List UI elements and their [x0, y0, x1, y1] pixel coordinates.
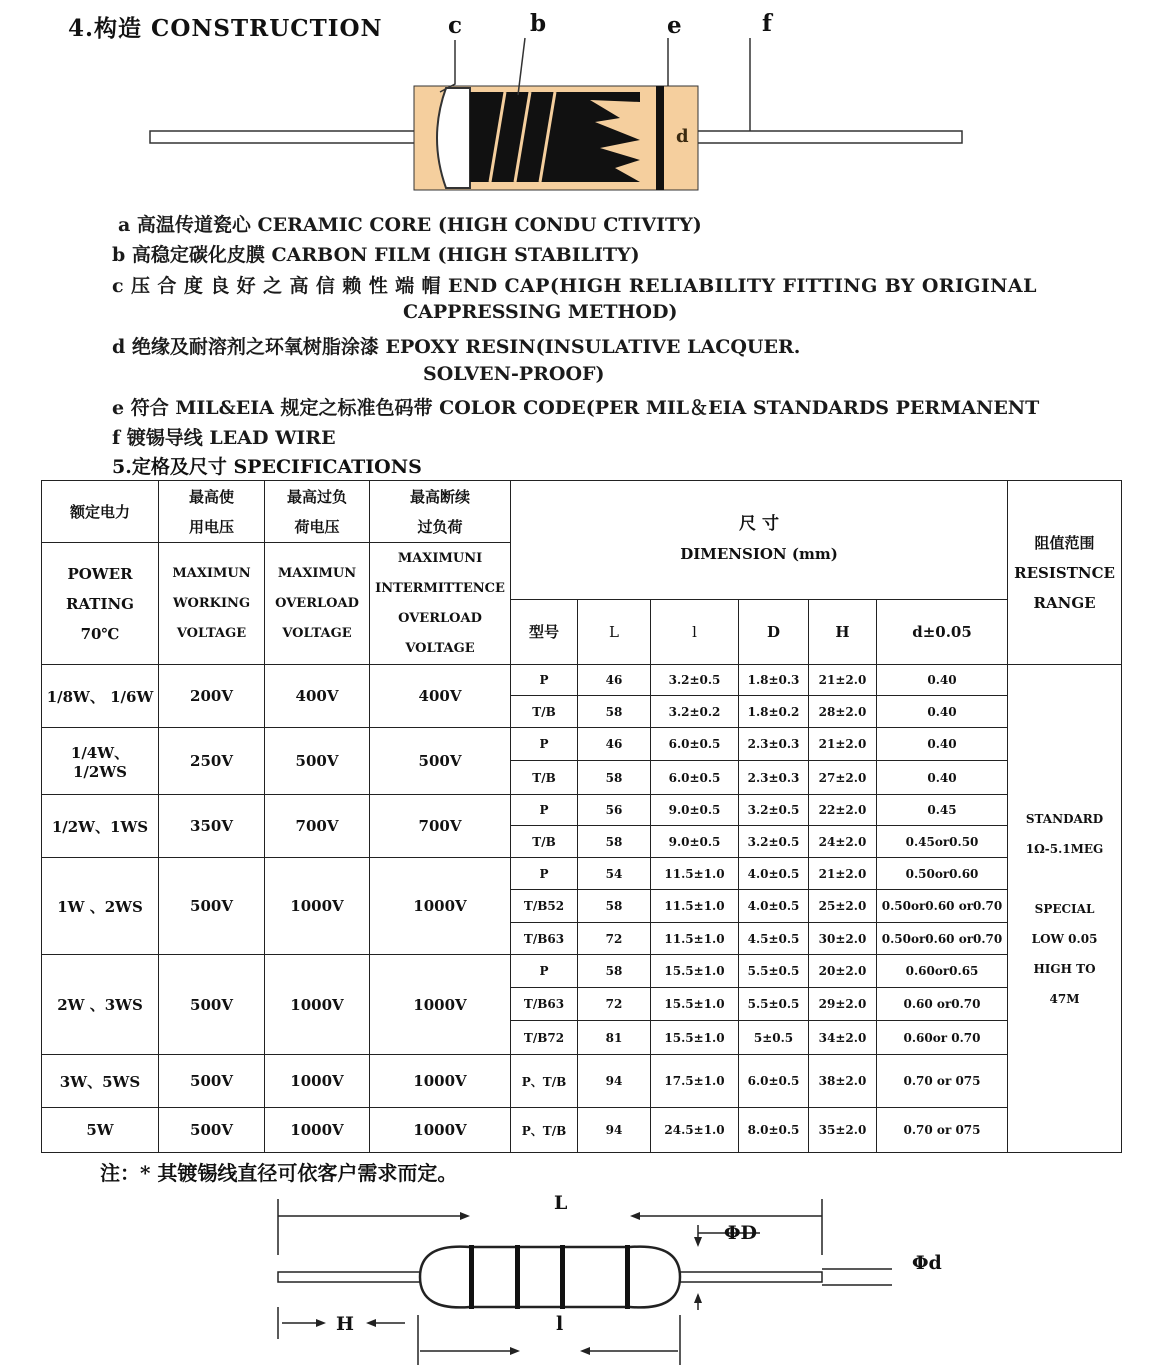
cell-dim-5: 0.60 or0.70 [877, 988, 1008, 1021]
cell-dim-3: 5.5±0.5 [739, 955, 809, 988]
cell-dim-3: 8.0±0.5 [739, 1108, 809, 1153]
cell-power: 5W [42, 1108, 159, 1153]
header-power-en: POWER RATING 70℃ [42, 543, 159, 665]
header-d: d±0.05 [877, 600, 1008, 665]
label-e: e [667, 12, 682, 39]
cell-dim-0: P、T/B [511, 1055, 578, 1108]
cell-dim-1: 58 [578, 696, 651, 728]
cell-dim-2: 9.0±0.5 [651, 826, 739, 858]
table-row [42, 728, 1122, 761]
cell-intermit: 500V [370, 728, 511, 795]
desc-f: f 镀锡导线 LEAD WIRE [112, 427, 336, 449]
header-intermit-en: MAXIMUNI INTERMITTENCE OVERLOAD VOLTAGE [370, 543, 511, 665]
cell-dim-5: 0.70 or 075 [877, 1108, 1008, 1153]
cell-dim-1: 94 [578, 1055, 651, 1108]
cell-dim-4: 24±2.0 [809, 826, 877, 858]
cell-dim-4: 28±2.0 [809, 696, 877, 728]
desc-b: b 高稳定碳化皮膜 CARBON FILM (HIGH STABILITY) [112, 244, 640, 266]
header-dimension: 尺 寸 DIMENSION (mm) [511, 481, 1008, 600]
table-row [42, 858, 1122, 890]
cell-dim-1: 81 [578, 1021, 651, 1055]
table-row [42, 665, 1122, 696]
section-5-title: 5.定格及尺寸 SPECIFICATIONS [112, 456, 422, 478]
desc-d: d 绝缘及耐溶剂之环氧树脂涂漆 EPOXY RESIN(INSULATIVE LACQUER. [112, 336, 801, 358]
label-c: c [448, 12, 463, 39]
cell-dim-0: T/B [511, 696, 578, 728]
construction-diagram [0, 0, 1152, 200]
cell-dim-4: 30±2.0 [809, 923, 877, 955]
cell-dim-0: T/B52 [511, 890, 578, 923]
cell-dim-2: 11.5±1.0 [651, 890, 739, 923]
cell-dim-0: P [511, 955, 578, 988]
header-intermit-cn: 最高断续 过负荷 [370, 481, 511, 543]
cell-overload: 1000V [265, 1055, 370, 1108]
header-type: 型号 [511, 600, 578, 665]
cell-dim-0: T/B [511, 826, 578, 858]
cell-dim-5: 0.50or0.60 [877, 858, 1008, 890]
cell-resistance-range: STANDARD 1Ω-5.1MEG SPECIAL LOW 0.05 HIGH TO 47M [1008, 665, 1122, 1153]
cell-dim-4: 29±2.0 [809, 988, 877, 1021]
cell-dim-0: T/B [511, 761, 578, 795]
cell-dim-1: 58 [578, 890, 651, 923]
cell-dim-1: 72 [578, 923, 651, 955]
cell-dim-3: 5.5±0.5 [739, 988, 809, 1021]
cell-dim-1: 56 [578, 795, 651, 826]
cell-dim-4: 21±2.0 [809, 728, 877, 761]
cell-dim-1: 46 [578, 728, 651, 761]
cell-dim-3: 4.0±0.5 [739, 858, 809, 890]
cell-dim-1: 58 [578, 761, 651, 795]
cell-dim-1: 46 [578, 665, 651, 696]
footnote: 注：* 其镀锡线直径可依客户需求而定。 [100, 1161, 458, 1185]
cell-dim-3: 1.8±0.3 [739, 665, 809, 696]
cell-overload: 400V [265, 665, 370, 728]
cell-dim-1: 54 [578, 858, 651, 890]
cell-overload: 1000V [265, 955, 370, 1055]
cell-working: 500V [159, 1108, 265, 1153]
cell-dim-0: P [511, 795, 578, 826]
label-d: d [676, 126, 689, 147]
cell-dim-0: P、T/B [511, 1108, 578, 1153]
header-overload-cn: 最高过负 荷电压 [265, 481, 370, 543]
cell-working: 250V [159, 728, 265, 795]
desc-d-cont: SOLVEN-PROOF) [423, 363, 605, 385]
cell-working: 350V [159, 795, 265, 858]
table-row [42, 1108, 1122, 1153]
desc-a: a 高温传道瓷心 CERAMIC CORE (HIGH CONDU CTIVITY) [118, 214, 702, 236]
cell-dim-1: 58 [578, 955, 651, 988]
resistor-body [420, 1247, 680, 1308]
dim-label-d: Φd [912, 1252, 942, 1274]
cell-dim-2: 9.0±0.5 [651, 795, 739, 826]
cell-dim-2: 11.5±1.0 [651, 923, 739, 955]
cell-dim-5: 0.40 [877, 728, 1008, 761]
cell-power: 1/4W、 1/2WS [42, 728, 159, 795]
cell-intermit: 1000V [370, 1055, 511, 1108]
cell-dim-1: 58 [578, 826, 651, 858]
cell-dim-2: 6.0±0.5 [651, 761, 739, 795]
header-l: l [651, 600, 739, 665]
cell-intermit: 700V [370, 795, 511, 858]
cell-dim-2: 6.0±0.5 [651, 728, 739, 761]
header-H: H [809, 600, 877, 665]
cell-overload: 1000V [265, 1108, 370, 1153]
left-lead [278, 1272, 423, 1282]
cell-dim-2: 11.5±1.0 [651, 858, 739, 890]
label-f: f [762, 10, 772, 37]
cell-dim-5: 0.40 [877, 761, 1008, 795]
table-row [42, 955, 1122, 988]
cell-dim-4: 38±2.0 [809, 1055, 877, 1108]
cell-dim-2: 15.5±1.0 [651, 988, 739, 1021]
header-power-cn: 额定电力 [42, 481, 159, 543]
cell-dim-1: 72 [578, 988, 651, 1021]
desc-c: c 压 合 度 良 好 之 高 信 赖 性 端 帽 END CAP(HIGH RELIABILITY FITTING BY ORIGINAL [112, 275, 1037, 297]
cell-dim-5: 0.60or 0.70 [877, 1021, 1008, 1055]
cell-dim-3: 5±0.5 [739, 1021, 809, 1055]
header-range: 阻值范围 RESISTNCE RANGE [1008, 481, 1122, 665]
header-working-en: MAXIMUN WORKING VOLTAGE [159, 543, 265, 665]
band-3 [560, 1245, 565, 1309]
cell-dim-3: 4.0±0.5 [739, 890, 809, 923]
leader-c [440, 40, 455, 92]
cell-dim-2: 3.2±0.5 [651, 665, 739, 696]
cell-dim-4: 21±2.0 [809, 858, 877, 890]
cell-working: 500V [159, 858, 265, 955]
cell-dim-4: 20±2.0 [809, 955, 877, 988]
cell-dim-4: 27±2.0 [809, 761, 877, 795]
cell-dim-3: 1.8±0.2 [739, 696, 809, 728]
cell-working: 200V [159, 665, 265, 728]
table-row [42, 1055, 1122, 1108]
band-1 [469, 1245, 474, 1309]
cell-dim-4: 21±2.0 [809, 665, 877, 696]
cell-intermit: 1000V [370, 1108, 511, 1153]
cell-dim-5: 0.40 [877, 696, 1008, 728]
ceramic-core [437, 88, 470, 188]
cell-working: 500V [159, 955, 265, 1055]
cell-dim-3: 3.2±0.5 [739, 826, 809, 858]
cell-power: 2W 、3WS [42, 955, 159, 1055]
cell-dim-5: 0.70 or 075 [877, 1055, 1008, 1108]
cell-dim-5: 0.45 [877, 795, 1008, 826]
cell-dim-3: 2.3±0.3 [739, 728, 809, 761]
dim-label-l: l [556, 1313, 564, 1335]
cell-dim-0: T/B63 [511, 988, 578, 1021]
dim-label-H: H [336, 1313, 354, 1335]
header-L: L [578, 600, 651, 665]
cell-overload: 700V [265, 795, 370, 858]
cell-dim-4: 22±2.0 [809, 795, 877, 826]
desc-e: e 符合 MIL&EIA 规定之标准色码带 COLOR CODE(PER MIL＆EIA STANDARDS PERMANENT [112, 397, 1040, 419]
cell-working: 500V [159, 1055, 265, 1108]
cell-dim-5: 0.45or0.50 [877, 826, 1008, 858]
cell-dim-5: 0.60or0.65 [877, 955, 1008, 988]
cell-dim-0: T/B72 [511, 1021, 578, 1055]
table-row [42, 795, 1122, 826]
cell-power: 1W 、2WS [42, 858, 159, 955]
cell-dim-0: P [511, 858, 578, 890]
header-D: D [739, 600, 809, 665]
cell-dim-5: 0.50or0.60 or0.70 [877, 890, 1008, 923]
cell-dim-5: 0.50or0.60 or0.70 [877, 923, 1008, 955]
band-2 [515, 1245, 520, 1309]
cell-power: 3W、5WS [42, 1055, 159, 1108]
dim-label-D: ΦD [724, 1222, 758, 1244]
cell-dim-2: 17.5±1.0 [651, 1055, 739, 1108]
cell-overload: 500V [265, 728, 370, 795]
cell-overload: 1000V [265, 858, 370, 955]
cell-dim-5: 0.40 [877, 665, 1008, 696]
cell-dim-0: P [511, 665, 578, 696]
desc-c-cont: CAPPRESSING METHOD) [403, 301, 678, 323]
cell-dim-4: 34±2.0 [809, 1021, 877, 1055]
cell-dim-0: P [511, 728, 578, 761]
cell-dim-2: 15.5±1.0 [651, 1021, 739, 1055]
cell-intermit: 1000V [370, 858, 511, 955]
cell-dim-0: T/B63 [511, 923, 578, 955]
cell-dim-2: 15.5±1.0 [651, 955, 739, 988]
cell-dim-1: 94 [578, 1108, 651, 1153]
header-overload-en: MAXIMUN OVERLOAD VOLTAGE [265, 543, 370, 665]
specifications-table [41, 480, 1122, 1153]
cell-dim-3: 4.5±0.5 [739, 923, 809, 955]
dim-label-L: L [554, 1192, 568, 1214]
cell-intermit: 400V [370, 665, 511, 728]
cell-dim-2: 24.5±1.0 [651, 1108, 739, 1153]
cell-dim-3: 3.2±0.5 [739, 795, 809, 826]
cell-dim-2: 3.2±0.2 [651, 696, 739, 728]
label-b: b [530, 10, 547, 37]
right-lead [672, 1272, 822, 1282]
cell-dim-4: 35±2.0 [809, 1108, 877, 1153]
cell-dim-3: 6.0±0.5 [739, 1055, 809, 1108]
cell-dim-3: 2.3±0.3 [739, 761, 809, 795]
cell-intermit: 1000V [370, 955, 511, 1055]
color-code-band [656, 86, 664, 190]
band-4 [625, 1245, 630, 1309]
cell-power: 1/2W、1WS [42, 795, 159, 858]
dimension-diagram [0, 1185, 1152, 1365]
section-4-title: 4.构造 CONSTRUCTION [68, 15, 383, 42]
cell-dim-4: 25±2.0 [809, 890, 877, 923]
header-working-cn: 最高使 用电压 [159, 481, 265, 543]
cell-power: 1/8W、 1/6W [42, 665, 159, 728]
